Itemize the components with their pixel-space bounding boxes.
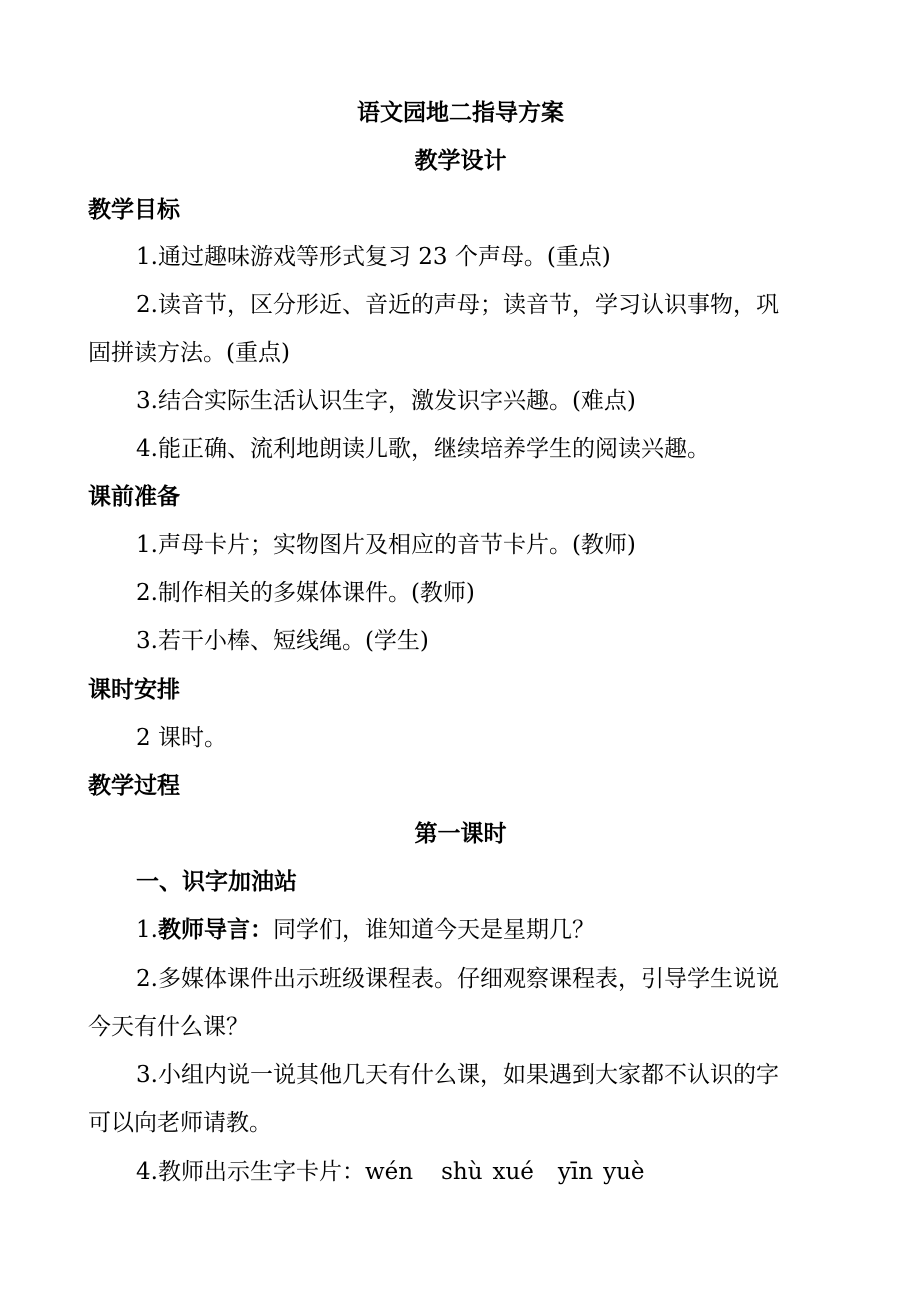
objective-item-4: 4.能正确、流利地朗读儿歌，继续培养学生的阅读兴趣。 [136, 436, 710, 462]
step-1-number: 1. [136, 917, 158, 943]
schedule-text: 2 课时。 [136, 725, 227, 751]
pinyin-xue: xué [492, 1159, 534, 1185]
preparation-item-2: 2.制作相关的多媒体课件。(教师) [136, 580, 475, 606]
section-heading-process: 教学过程 [88, 773, 180, 799]
section-heading-schedule: 课时安排 [88, 677, 180, 703]
step-2: 2.多媒体课件出示班级课程表。仔细观察课程表，引导学生说说 [136, 966, 779, 992]
section-heading-preparation: 课前准备 [88, 484, 180, 510]
preparation-item-3: 3.若干小棒、短线绳。(学生) [136, 628, 429, 654]
step-3: 3.小组内说一说其他几天有什么课，如果遇到大家都不认识的字 [136, 1062, 779, 1088]
preparation-item-1: 1.声母卡片；实物图片及相应的音节卡片。(教师) [136, 532, 636, 558]
pinyin-shu: shù [441, 1159, 483, 1185]
lesson-title: 第一课时 [414, 821, 507, 847]
step-1-text: 同学们，谁知道今天是星期几？ [272, 917, 595, 943]
step-4 [136, 1157, 645, 1187]
step-4-label: 4.教师出示生字卡片： [136, 1159, 365, 1185]
pinyin-wen: wén [364, 1159, 414, 1185]
pinyin-yin: yīn [557, 1159, 594, 1185]
step-3-continued: 可以向老师请教。 [88, 1110, 272, 1136]
objective-item-2: 2.读音节，区分形近、音近的声母；读音节，学习认识事物，巩 [136, 292, 779, 318]
part-title: 一、识字加油站 [136, 869, 297, 895]
step-1-label: 教师导言： [157, 917, 273, 943]
section-heading-objectives: 教学目标 [88, 197, 180, 223]
document-subtitle: 教学设计 [414, 148, 507, 174]
step-1 [136, 915, 595, 945]
document-title: 语文园地二指导方案 [357, 100, 564, 126]
step-2-continued: 今天有什么课？ [88, 1014, 249, 1040]
objective-item-1: 1.通过趣味游戏等形式复习 23 个声母。(重点) [136, 244, 611, 270]
objective-item-3: 3.结合实际生活认识生字，激发识字兴趣。(难点) [136, 388, 636, 414]
pinyin-yue: yuè [603, 1159, 645, 1185]
objective-item-2-continued: 固拼读方法。(重点) [88, 340, 290, 366]
